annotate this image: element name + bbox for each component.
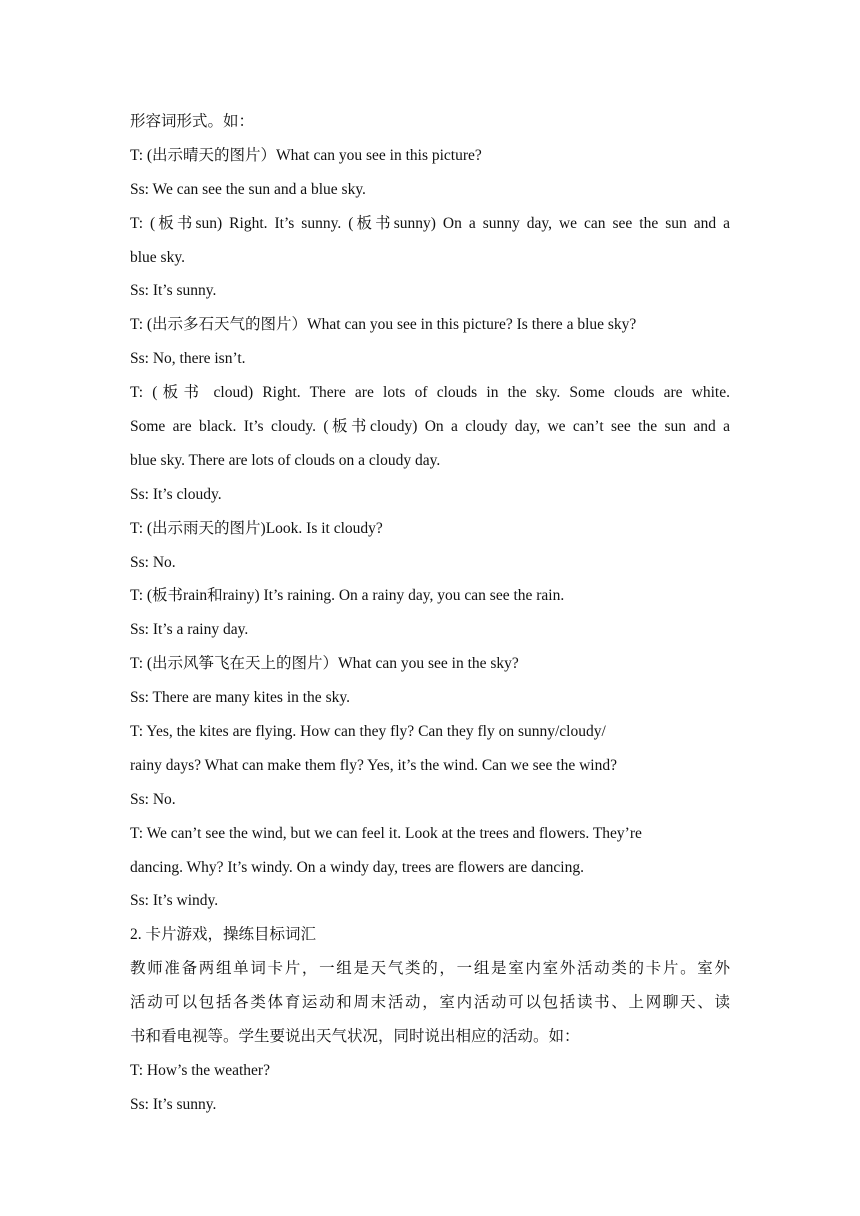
text-line: Ss: No. — [130, 790, 176, 808]
text-line: T: (出示多石天气的图片）What can you see in this picture? Is there a blue sky? — [130, 316, 637, 334]
text-line: T: (板书 cloud) Right. There are lots of clouds in the sky. Some clouds are white. — [130, 384, 730, 402]
text-line: Ss: There are many kites in the sky. — [130, 689, 350, 707]
text-line: Ss: It’s sunny. — [130, 1095, 217, 1113]
text-line: 活动可以包括各类体育运动和周末活动，室内活动可以包括读书、上网聊天、读 — [130, 994, 730, 1012]
text-line: T: We can’t see the wind, but we can feel it. Look at the trees and flowers. They’re — [130, 824, 642, 842]
text-line: Ss: It’s cloudy. — [130, 485, 222, 503]
text-line: T: (板书rain和rainy) It’s raining. On a rainy day, you can see the rain. — [130, 587, 565, 605]
text-line: Ss: It’s a rainy day. — [130, 621, 249, 639]
text-line: Ss: It’s sunny. — [130, 282, 217, 300]
text-line: 形容词形式。如： — [130, 113, 255, 130]
section-heading: 2. 卡片游戏，操练目标词汇 — [130, 926, 317, 944]
text-line: Ss: We can see the sun and a blue sky. — [130, 180, 366, 198]
text-line: dancing. Why? It’s windy. On a windy day, trees are flowers are dancing. — [130, 858, 584, 876]
text-line: 教师准备两组单词卡片，一组是天气类的，一组是室内室外活动类的卡片。室外 — [130, 960, 730, 978]
text-line: blue sky. There are lots of clouds on a cloudy day. — [130, 451, 441, 469]
text-line: T: (板书sun) Right. It’s sunny. (板书sunny) On a sunny day, we can see the sun and a — [130, 214, 730, 232]
text-line: Some are black. It’s cloudy. (板书cloudy) On a cloudy day, we can’t see the sun and a — [130, 418, 730, 436]
text-line: Ss: It’s windy. — [130, 892, 219, 910]
text-line: blue sky. — [130, 248, 185, 266]
text-line: 书和看电视等。学生要说出天气状况，同时说出相应的活动。如： — [130, 1028, 580, 1046]
text-line: T: (出示雨天的图片)Look. Is it cloudy? — [130, 519, 383, 537]
text-line: T: (出示风筝飞在天上的图片）What can you see in the sky? — [130, 655, 519, 673]
text-line: Ss: No, there isn’t. — [130, 350, 246, 368]
document-body — [130, 108, 730, 1125]
text-line: Ss: No. — [130, 553, 176, 571]
text-line: rainy days? What can make them fly? Yes, it’s the wind. Can we see the wind? — [130, 756, 617, 774]
text-line: T: (出示晴天的图片）What can you see in this picture? — [130, 146, 482, 164]
text-line: T: Yes, the kites are flying. How can they fly? Can they fly on sunny/cloudy/ — [130, 723, 606, 741]
text-line: T: How’s the weather? — [130, 1061, 270, 1079]
